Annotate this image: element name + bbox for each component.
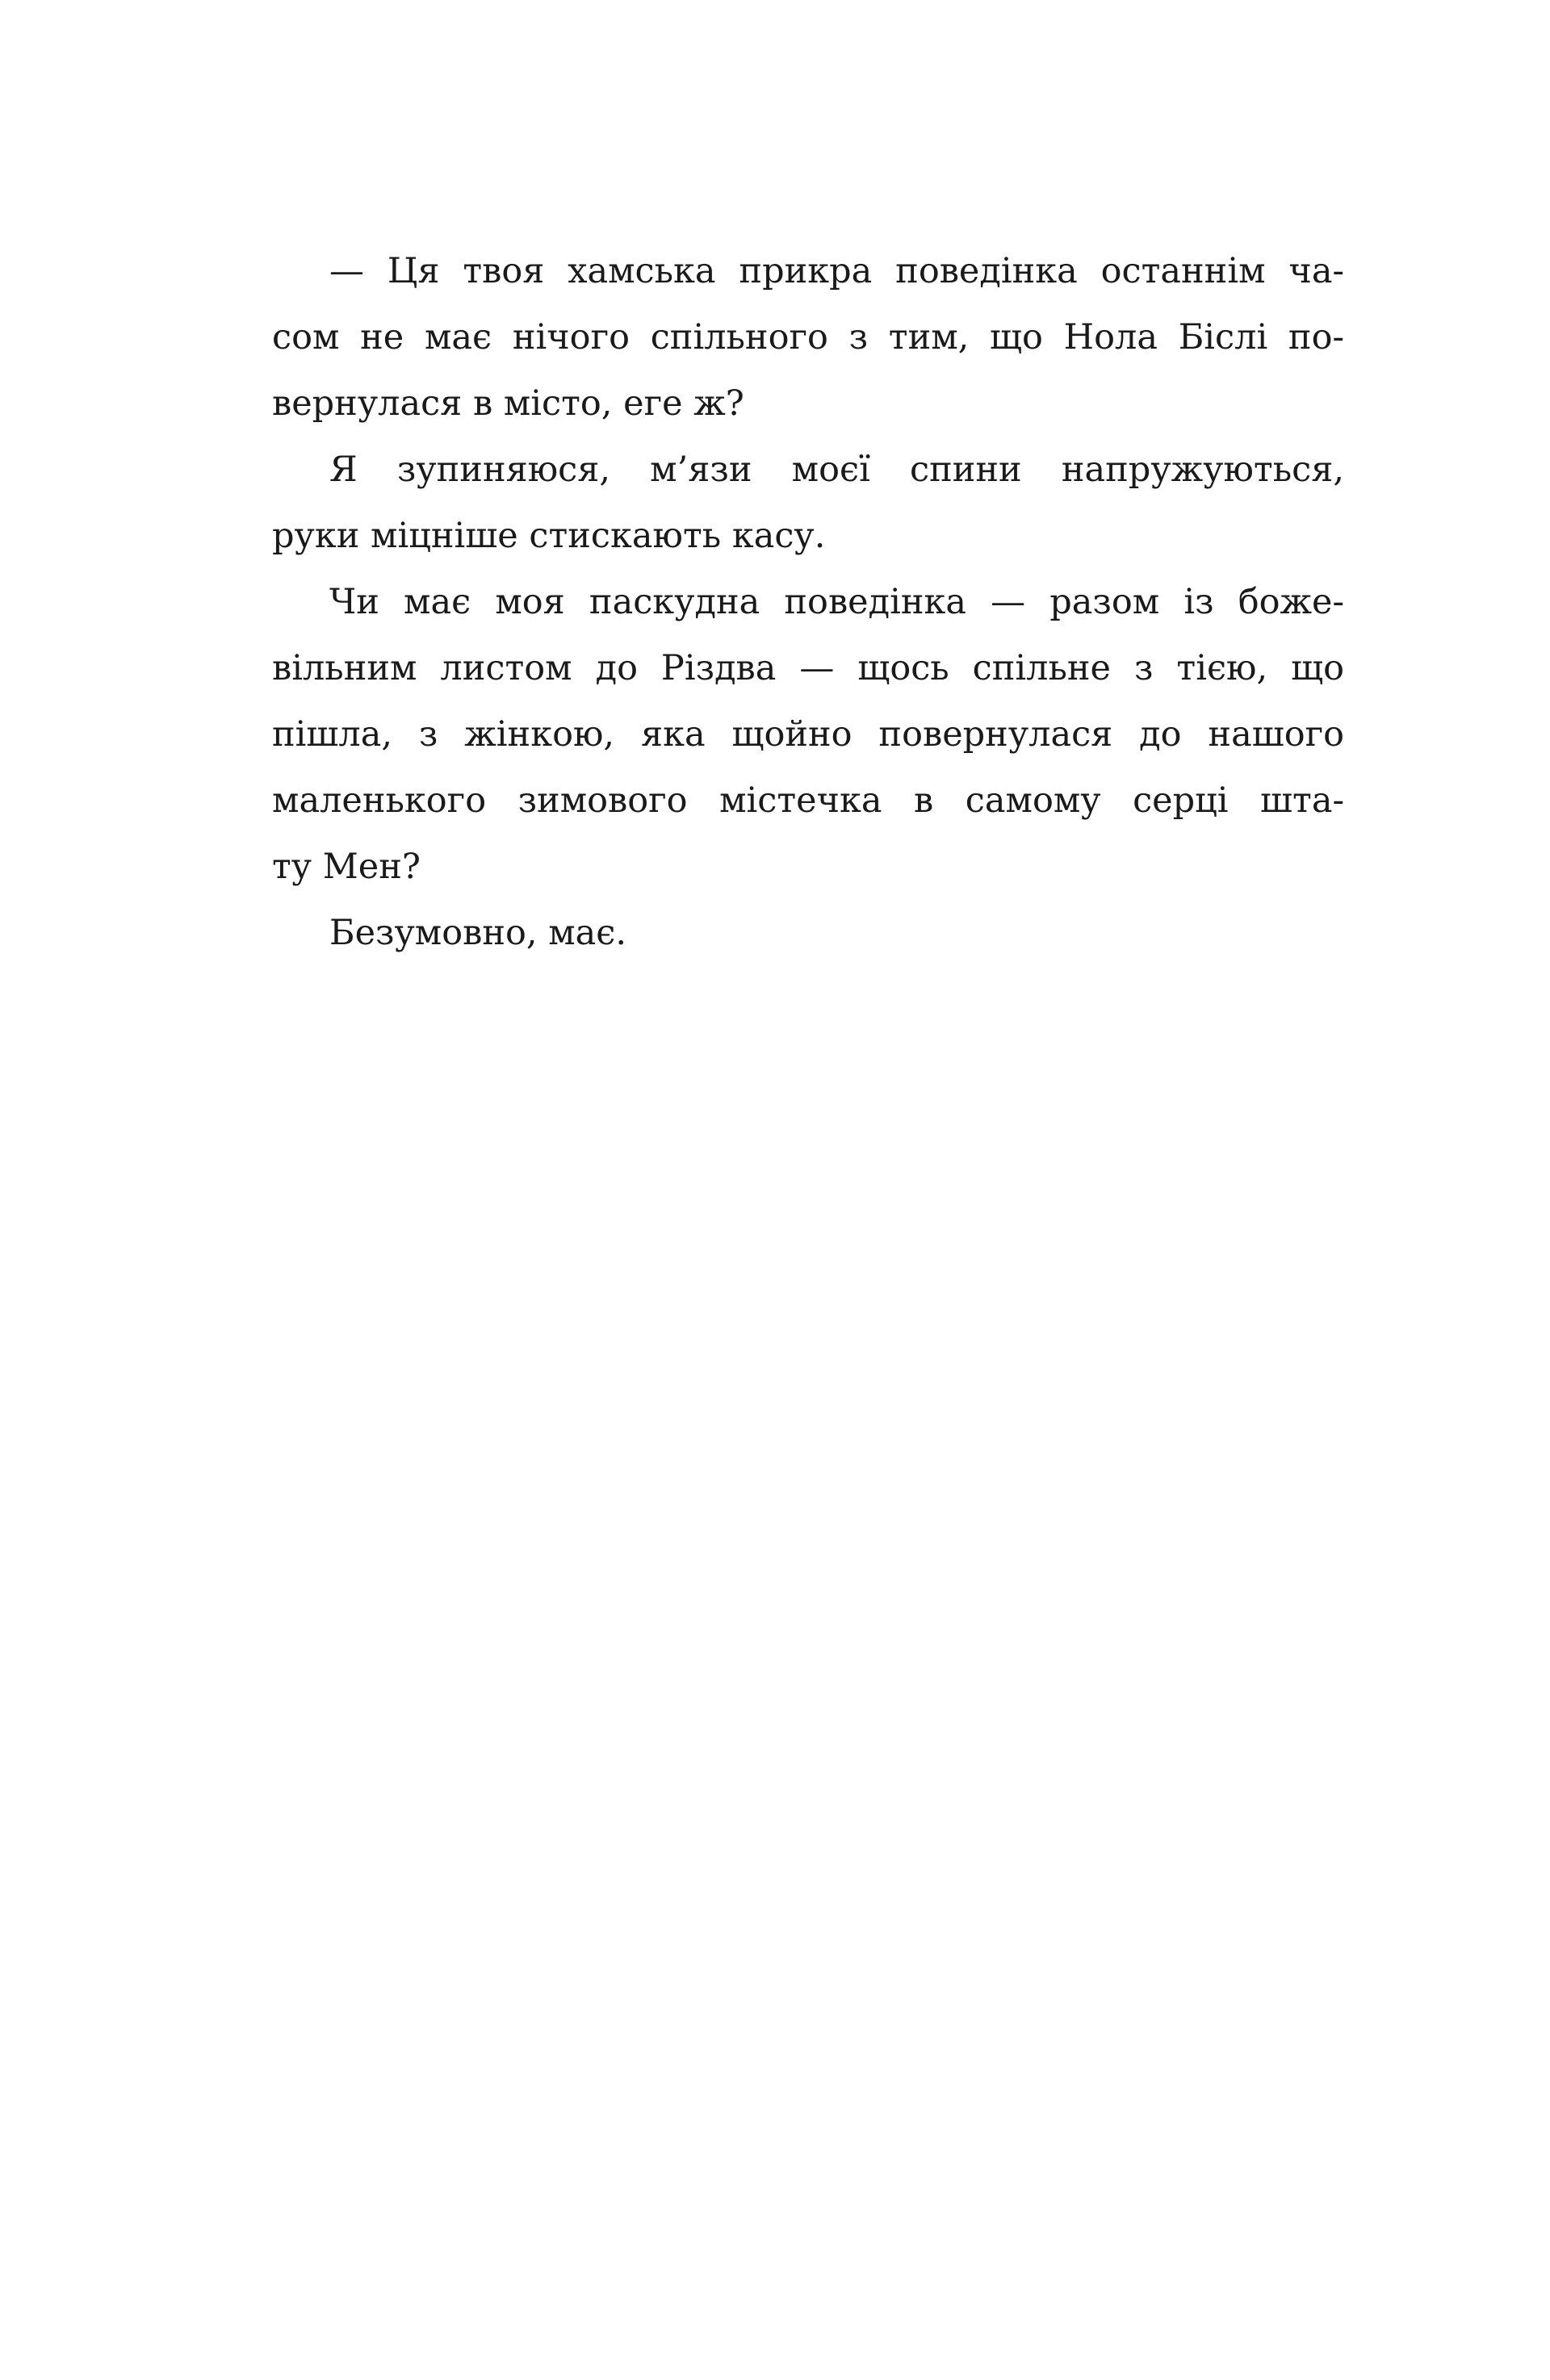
- paragraph-2: [272, 437, 1344, 569]
- text-line: — Ця твоя хамська прикра поведінка останнім ча-: [329, 251, 1344, 291]
- text-line: маленького зимового містечка в самому серці шта-: [272, 780, 1344, 821]
- paragraph-1: [272, 238, 1344, 437]
- text-line: руки міцніше стискають касу.: [272, 516, 826, 556]
- text-line: Чи має моя паскудна поведінка — разом із боже-: [329, 582, 1344, 622]
- text-line: вільним листом до Різдва — щось спільне з тією, що: [272, 648, 1344, 688]
- text-line: вернулася в місто, еге ж?: [272, 383, 744, 424]
- body-text: [272, 238, 1344, 966]
- text-line: ту Мен?: [272, 847, 421, 887]
- text-line: сом не має нічого спільного з тим, що Нола Біслі по-: [272, 317, 1344, 358]
- text-line: Безумовно, має.: [329, 913, 627, 953]
- text-line: пішла, з жінкою, яка щойно повернулася до нашого: [272, 714, 1344, 755]
- paragraph-3: [272, 569, 1344, 900]
- text-line: Я зупиняюся, м’язи моєї спини напружуються,: [329, 450, 1344, 490]
- paragraph-4: [272, 900, 1344, 966]
